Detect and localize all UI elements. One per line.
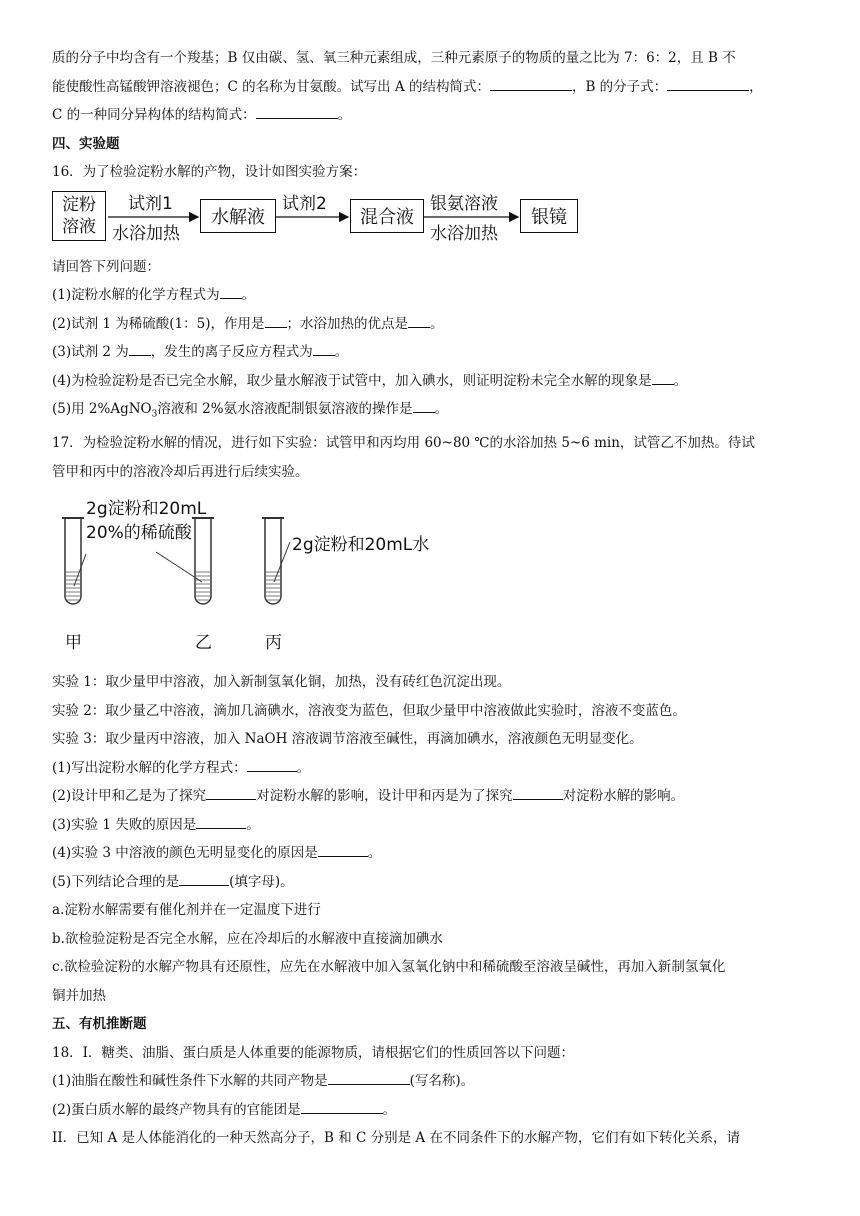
q16-p3-mid: ，发生的离子反应方程式为 — [150, 344, 313, 360]
answer-blank-b-formula[interactable] — [667, 76, 749, 91]
q17-p1-end: 。 — [296, 759, 311, 776]
intro-line-2 — [52, 73, 812, 102]
q18-p2-end: 。 — [382, 1101, 397, 1118]
q16-p1-end: 。 — [241, 287, 256, 303]
q16-prompt: 请回答下列问题： — [52, 258, 160, 275]
tube-label-bing: 丙 — [265, 633, 282, 654]
q17-p5-end: (填字母)。 — [229, 873, 294, 890]
q17-p4-text: (4)实验 3 中溶液的颜色无明显变化的原因是 — [52, 845, 318, 862]
q16-p3-text: (3)试剂 2 为 — [52, 344, 129, 360]
label-starch-water: 2g淀粉和20mL水 — [292, 535, 430, 556]
answer-blank-a-structure[interactable] — [490, 76, 572, 91]
q17-part-5 — [52, 868, 812, 897]
q17-p4-end: 。 — [367, 845, 382, 862]
q16-p2-mid: ；水浴加热的优点是 — [286, 315, 409, 332]
q16-part-4 — [52, 367, 812, 396]
intro-text-3a: C 的一种同分异构体的结构简式： — [52, 107, 256, 123]
tube-yi — [192, 518, 214, 604]
q17-part-4 — [52, 839, 812, 868]
label-starch-acid-line2: 20%的稀硫酸 — [86, 523, 192, 544]
tube-label-yi: 乙 — [195, 633, 212, 654]
q16-p2-blank-2[interactable] — [408, 313, 430, 328]
flow-box-starch-solution — [52, 191, 106, 241]
tube-jia — [62, 518, 84, 604]
q16-p4-end: 。 — [673, 372, 688, 389]
q17-option-c-line1: c.欲检验淀粉的水解产物具有还原性，应先在水解液中加入氢氧化钠中和稀硫酸至溶液呈碱性，再加入新制氢氧化 — [52, 959, 726, 976]
q17-option-a: a.淀粉水解需要有催化剂并在一定温度下进行 — [52, 902, 321, 919]
q17-p5-blank[interactable] — [179, 871, 229, 886]
flow-box-silver-mirror: 银镜 — [520, 199, 578, 233]
q16-stem-text: 16．为了检验淀粉水解的产物，设计如图实验方案： — [52, 164, 367, 180]
tube-bing — [262, 518, 284, 604]
q18-part-1 — [52, 1067, 812, 1096]
q16-part-2 — [52, 310, 812, 339]
intro-text-2c: ， — [749, 78, 763, 95]
box1-line1: 淀粉 — [62, 194, 96, 215]
q18-p1-blank[interactable] — [328, 1070, 410, 1085]
q17-p2-text: (2)设计甲和乙是为了探究 — [52, 788, 207, 805]
q16-part-5 — [52, 395, 812, 429]
q18-stem: 18．I．糖类、油脂、蛋白质是人体重要的能源物质，请根据它们的性质回答以下问题： — [52, 1044, 575, 1061]
q16-p5-subscript: 3 — [151, 409, 158, 420]
section-4-title: 四、实验题 — [52, 135, 120, 152]
answer-blank-c-isomer[interactable] — [256, 104, 338, 119]
q18-part-ii: II．已知 A 是人体能消化的一种天然高分子，B 和 C 分别是 A 在不同条件下的水解产物，它们有如下转化关系，请 — [52, 1130, 740, 1147]
q17-p1-blank[interactable] — [247, 757, 297, 772]
q16-part-3 — [52, 338, 812, 367]
q16-p5-mid: 溶液和 2%氨水溶液配制银氨溶液的操作是 — [157, 401, 413, 417]
q16-stem — [52, 158, 812, 187]
q17-option-b: b.欲检验淀粉是否完全水解，应在冷却后的水解液中直接滴加碘水 — [52, 930, 443, 947]
section-5-title: 五、有机推断题 — [52, 1016, 147, 1033]
q16-p5-blank[interactable] — [413, 398, 435, 413]
q17-option-c-line2: 铜并加热 — [52, 987, 106, 1004]
intro-text-2b: ，B 的分子式： — [571, 78, 668, 95]
q18-p1-end: (写名称)。 — [409, 1073, 475, 1090]
q16-p1-blank[interactable] — [220, 284, 242, 299]
intro-text-3b: 。 — [337, 107, 352, 123]
q17-p3-text: (3)实验 1 失败的原因是 — [52, 816, 197, 833]
q16-p3-blank-2[interactable] — [313, 341, 335, 356]
q17-stem-1: 17．为检验淀粉水解的情况，进行如下实验：试管甲和丙均用 60~80 ℃的水浴加热 5~6 min，试管乙不加热。待试 — [52, 435, 755, 452]
box1-line2: 溶液 — [62, 216, 96, 237]
arrow3-bottom-label: 水浴加热 — [430, 223, 498, 244]
arrow3-top-label: 银氨溶液 — [430, 193, 498, 214]
tube-label-jia: 甲 — [65, 633, 82, 654]
q17-p1-text: (1)写出淀粉水解的化学方程式： — [52, 759, 247, 776]
document-page — [52, 44, 812, 1153]
q18-p2-text: (2)蛋白质水解的最终产物具有的官能团是 — [52, 1101, 301, 1118]
q16-p1-text: (1)淀粉水解的化学方程式为 — [52, 287, 220, 303]
q17-p2-end: 对淀粉水解的影响。 — [562, 788, 685, 805]
q16-p3-end: 。 — [334, 344, 349, 360]
q16-p2-text: (2)试剂 1 为稀硫酸(1：5)，作用是 — [52, 315, 265, 332]
q16-p5-end: 。 — [434, 401, 449, 417]
q18-p2-blank[interactable] — [301, 1099, 383, 1114]
intro-text-2a: 能使酸性高锰酸钾溶液褪色；C 的名称为甘氨酸。试写出 A 的结构简式： — [52, 78, 490, 95]
flow-box-mixture: 混合液 — [350, 199, 424, 233]
q17-part-1 — [52, 754, 812, 783]
q18-part-2 — [52, 1096, 812, 1125]
q17-experiment-3: 实验 3：取少量丙中溶液，加入 NaOH 溶液调节溶液至碱性，再滴加碘水，溶液颜色无明显变化。 — [52, 731, 643, 748]
q16-p2-blank-1[interactable] — [265, 313, 287, 328]
q16-p4-text: (4)为检验淀粉是否已完全水解，取少量水解液于试管中，加入碘水，则证明淀粉未完全水解的现象是 — [52, 372, 652, 389]
intro-text-1: 质的分子中均含有一个羧基；B 仅由碳、氢、氧三种元素组成，三种元素原子的物质的量之比为 7：6：2，且 B 不 — [52, 50, 736, 66]
q16-p2-end: 。 — [430, 315, 444, 332]
intro-line-1 — [52, 44, 812, 73]
label-starch-acid-line1: 2g淀粉和20mL — [86, 499, 207, 520]
q16-part-1 — [52, 281, 812, 310]
q17-test-tube-figure — [52, 490, 812, 666]
flow-box-hydrolysate: 水解液 — [200, 199, 276, 233]
arrow2-top-label: 试剂2 — [282, 193, 327, 214]
q17-p2-blank-1[interactable] — [206, 785, 256, 800]
q17-p2-mid: 对淀粉水解的影响，设计甲和丙是为了探究 — [256, 788, 513, 805]
q16-p4-blank[interactable] — [652, 370, 674, 385]
q17-stem-2: 管甲和丙中的溶液冷却后再进行后续实验。 — [52, 463, 309, 480]
q17-p3-end: 。 — [246, 816, 260, 833]
q17-part-2 — [52, 782, 812, 811]
q17-p3-blank[interactable] — [196, 814, 246, 829]
q17-part-3 — [52, 811, 812, 840]
q17-experiment-2: 实验 2：取少量乙中溶液，滴加几滴碘水，溶液变为蓝色，但取少量甲中溶液做此实验时，溶液不变蓝色。 — [52, 702, 686, 719]
leader-right — [274, 542, 290, 582]
q17-p2-blank-2[interactable] — [513, 785, 563, 800]
intro-line-3 — [52, 101, 812, 130]
q18-p1-text: (1)油脂在酸性和碱性条件下水解的共同产物是 — [52, 1073, 328, 1090]
arrow1-bottom-label: 水浴加热 — [112, 223, 180, 244]
q17-p4-blank[interactable] — [318, 842, 368, 857]
arrow1-top-label: 试剂1 — [128, 193, 173, 214]
q16-p5-text: (5)用 2%AgNO — [52, 401, 152, 417]
q17-p5-text: (5)下列结论合理的是 — [52, 873, 180, 890]
q16-p3-blank-1[interactable] — [129, 341, 151, 356]
q16-flow-diagram — [52, 189, 812, 249]
q17-experiment-1: 实验 1：取少量甲中溶液，加入新制氢氧化铜，加热，没有砖红色沉淀出现。 — [52, 674, 511, 691]
